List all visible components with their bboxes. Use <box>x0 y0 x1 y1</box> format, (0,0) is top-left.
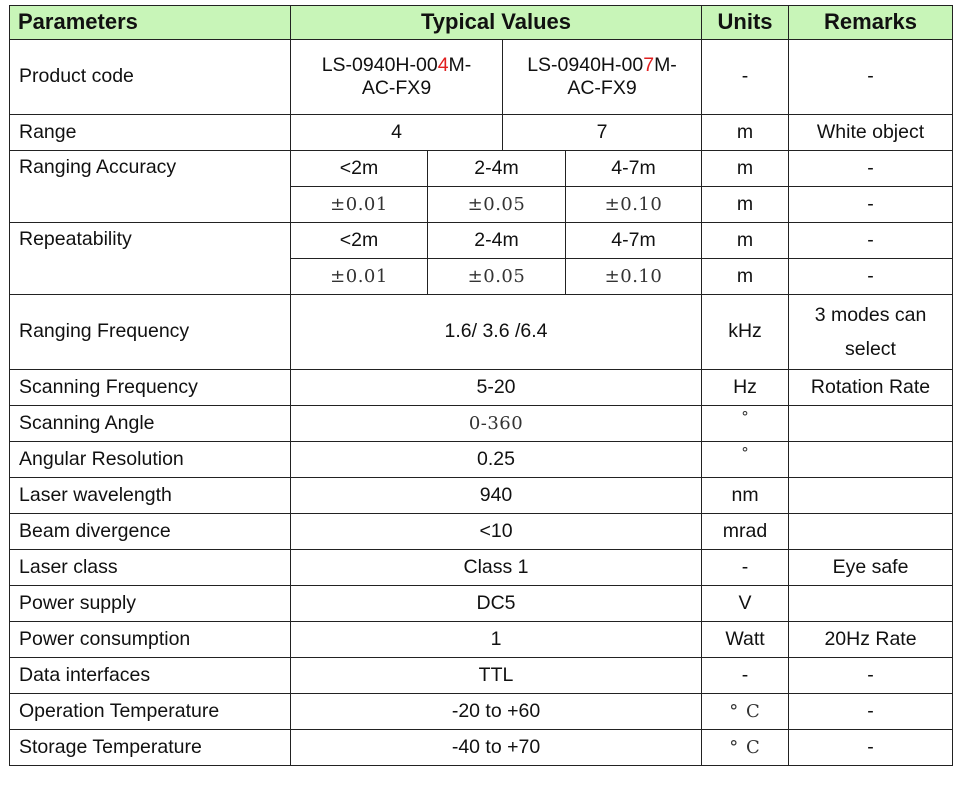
param-laser-wavelength: Laser wavelength <box>10 478 291 514</box>
param-power-supply: Power supply <box>10 586 291 622</box>
unit-product-code: - <box>702 40 789 115</box>
specifications-table <box>9 5 953 766</box>
remark-scanning-frequency: Rotation Rate <box>789 370 953 406</box>
unit-laser-wavelength: nm <box>702 478 789 514</box>
repeatability-value: ±0.05 <box>428 259 566 295</box>
remark-ranging-accuracy: - <box>789 151 953 187</box>
degree-symbol: ° <box>741 407 749 426</box>
row-range <box>10 115 953 151</box>
remark-ranging-frequency <box>789 295 953 370</box>
product-code-a <box>291 40 503 115</box>
row-beam-divergence <box>10 514 953 550</box>
value-laser-wavelength: 940 <box>291 478 702 514</box>
product-code-a-prefix: LS-0940H-00 <box>321 53 438 76</box>
value-storage-temperature: -40 to +70 <box>291 730 702 766</box>
value-scanning-frequency: 5-20 <box>291 370 702 406</box>
product-code-a-line2: AC-FX9 <box>361 77 432 99</box>
param-scanning-angle: Scanning Angle <box>10 406 291 442</box>
param-operation-temperature: Operation Temperature <box>10 694 291 730</box>
repeatability-band: <2m <box>291 223 428 259</box>
header-remarks: Remarks <box>789 6 953 40</box>
unit-repeatability: m <box>702 259 789 295</box>
product-code-b-line2: AC-FX9 <box>567 77 637 99</box>
row-operation-temperature <box>10 694 953 730</box>
product-code-a-suffix: M- <box>448 53 472 76</box>
product-code-b <box>503 40 702 115</box>
row-product-code <box>10 40 953 115</box>
row-scanning-frequency <box>10 370 953 406</box>
remark-operation-temperature: - <box>789 694 953 730</box>
header-row <box>10 6 953 40</box>
unit-scanning-angle <box>702 406 789 442</box>
remark-laser-wavelength <box>789 478 953 514</box>
remark-ranging-accuracy: - <box>789 187 953 223</box>
row-scanning-angle <box>10 406 953 442</box>
value-operation-temperature: -20 to +60 <box>291 694 702 730</box>
row-power-supply <box>10 586 953 622</box>
value-ranging-frequency: 1.6/ 3.6 /6.4 <box>291 295 702 370</box>
repeatability-value: ±0.01 <box>291 259 428 295</box>
unit-scanning-frequency: Hz <box>702 370 789 406</box>
header-typical-values: Typical Values <box>291 6 702 40</box>
row-power-consumption <box>10 622 953 658</box>
unit-ranging-accuracy: m <box>702 187 789 223</box>
repeatability-band: 2-4m <box>428 223 566 259</box>
remark-laser-class: Eye safe <box>789 550 953 586</box>
unit-range: m <box>702 115 789 151</box>
row-data-interfaces <box>10 658 953 694</box>
remark-range: White object <box>789 115 953 151</box>
row-ranging-accuracy-bands <box>10 151 953 187</box>
remark-power-consumption: 20Hz Rate <box>789 622 953 658</box>
value-data-interfaces: TTL <box>291 658 702 694</box>
param-storage-temperature: Storage Temperature <box>10 730 291 766</box>
ranging-accuracy-value: ±0.01 <box>291 187 428 223</box>
unit-repeatability: m <box>702 223 789 259</box>
param-power-consumption: Power consumption <box>10 622 291 658</box>
row-ranging-frequency <box>10 295 953 370</box>
param-product-code: Product code <box>10 40 291 115</box>
header-units: Units <box>702 6 789 40</box>
unit-data-interfaces: - <box>702 658 789 694</box>
remark-scanning-angle <box>789 406 953 442</box>
param-ranging-frequency: Ranging Frequency <box>10 295 291 370</box>
ranging-accuracy-band: 4-7m <box>566 151 702 187</box>
product-code-b-suffix: M- <box>654 53 677 76</box>
product-code-b-digit: 7 <box>643 53 655 76</box>
value-scanning-angle: 0-360 <box>291 406 702 442</box>
remark-product-code: - <box>789 40 953 115</box>
value-power-supply: DC5 <box>291 586 702 622</box>
remark-storage-temperature: - <box>789 730 953 766</box>
remark-ranging-frequency-line2: select <box>845 338 896 360</box>
remark-power-supply <box>789 586 953 622</box>
remark-repeatability: - <box>789 259 953 295</box>
repeatability-value: ±0.10 <box>566 259 702 295</box>
ranging-accuracy-band: <2m <box>291 151 428 187</box>
param-ranging-accuracy: Ranging Accuracy <box>10 151 291 223</box>
unit-operation-temperature: ° C <box>702 694 789 730</box>
range-b: 7 <box>503 115 702 151</box>
remark-ranging-frequency-line1: 3 modes can <box>814 303 927 326</box>
product-code-a-digit: 4 <box>437 53 449 76</box>
value-power-consumption: 1 <box>291 622 702 658</box>
remark-data-interfaces: - <box>789 658 953 694</box>
unit-power-supply: V <box>702 586 789 622</box>
unit-angular-resolution <box>702 442 789 478</box>
ranging-accuracy-band: 2-4m <box>428 151 566 187</box>
row-angular-resolution <box>10 442 953 478</box>
repeatability-band: 4-7m <box>566 223 702 259</box>
param-range: Range <box>10 115 291 151</box>
param-scanning-frequency: Scanning Frequency <box>10 370 291 406</box>
header-parameters: Parameters <box>10 6 291 40</box>
param-data-interfaces: Data interfaces <box>10 658 291 694</box>
row-repeatability-bands <box>10 223 953 259</box>
row-laser-wavelength <box>10 478 953 514</box>
unit-ranging-frequency: kHz <box>702 295 789 370</box>
unit-storage-temperature: ° C <box>702 730 789 766</box>
product-code-b-prefix: LS-0940H-00 <box>527 53 644 76</box>
param-angular-resolution: Angular Resolution <box>10 442 291 478</box>
param-laser-class: Laser class <box>10 550 291 586</box>
unit-beam-divergence: mrad <box>702 514 789 550</box>
row-storage-temperature <box>10 730 953 766</box>
ranging-accuracy-value: ±0.10 <box>566 187 702 223</box>
row-laser-class <box>10 550 953 586</box>
ranging-accuracy-value: ±0.05 <box>428 187 566 223</box>
param-repeatability: Repeatability <box>10 223 291 295</box>
unit-laser-class: - <box>702 550 789 586</box>
range-a: 4 <box>291 115 503 151</box>
remark-angular-resolution <box>789 442 953 478</box>
value-beam-divergence: <10 <box>291 514 702 550</box>
param-beam-divergence: Beam divergence <box>10 514 291 550</box>
remark-repeatability: - <box>789 223 953 259</box>
value-angular-resolution: 0.25 <box>291 442 702 478</box>
remark-beam-divergence <box>789 514 953 550</box>
degree-symbol: ° <box>741 443 749 462</box>
unit-power-consumption: Watt <box>702 622 789 658</box>
value-laser-class: Class 1 <box>291 550 702 586</box>
unit-ranging-accuracy: m <box>702 151 789 187</box>
